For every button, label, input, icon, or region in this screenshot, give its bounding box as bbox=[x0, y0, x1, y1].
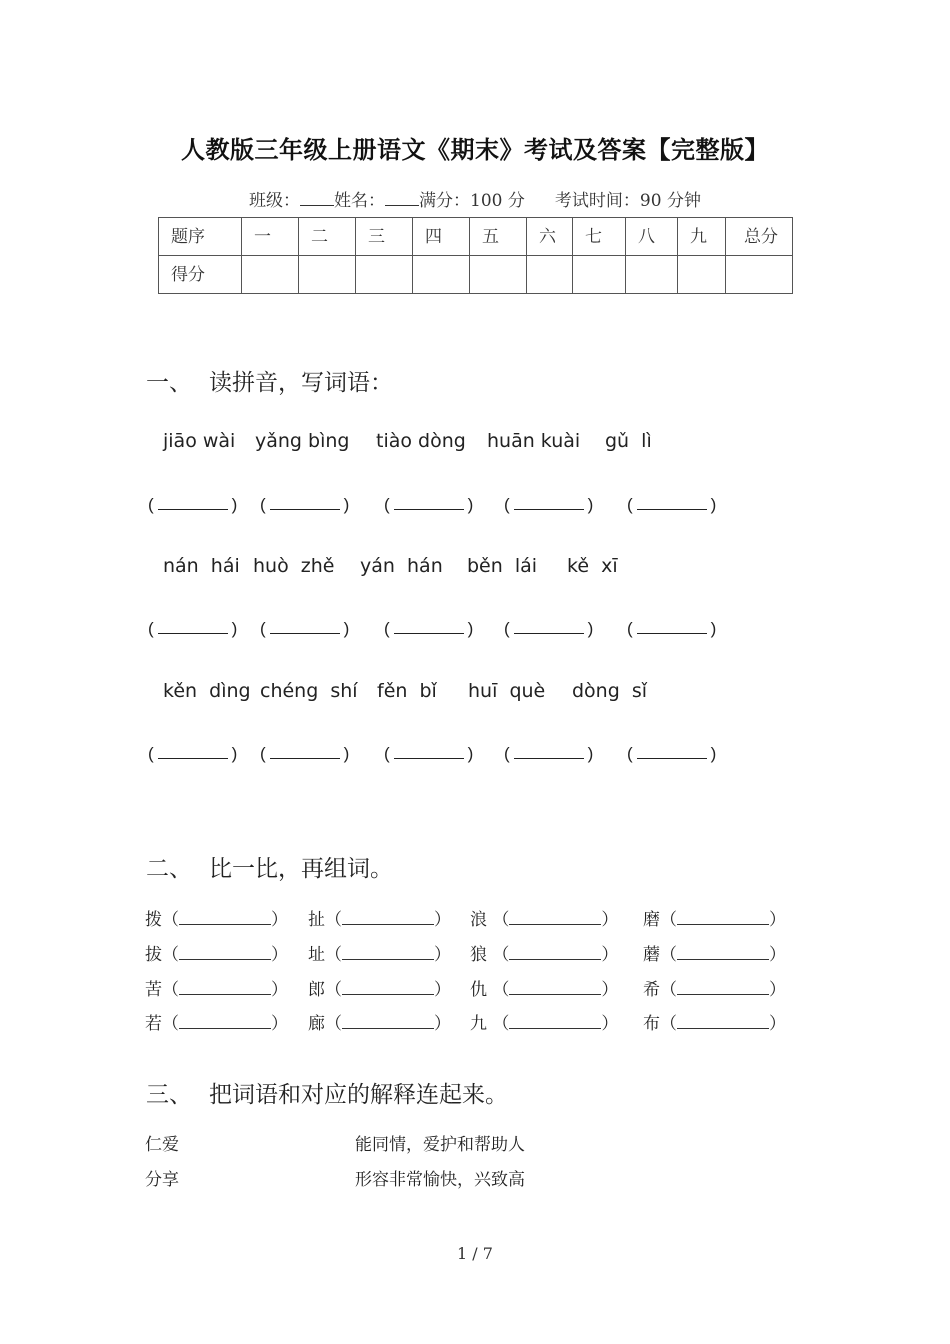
score-cell[interactable] bbox=[726, 256, 793, 294]
header-cell: 总分 bbox=[726, 218, 793, 256]
answer-blank[interactable] bbox=[677, 945, 769, 960]
answer-blank[interactable] bbox=[342, 945, 434, 960]
pinyin: kěn dìng bbox=[163, 680, 251, 702]
answer-blank[interactable] bbox=[509, 945, 601, 960]
compare-item: 九 （ ） bbox=[470, 1014, 619, 1034]
section3-number: 三、 bbox=[146, 1082, 192, 1108]
compare-char: 仇 bbox=[470, 980, 487, 1000]
score-table-header-row bbox=[159, 218, 793, 256]
score-cell[interactable] bbox=[527, 256, 573, 294]
compare-item: 仇 （ ） bbox=[470, 980, 619, 1000]
section2-title: 比一比，再组词。 bbox=[209, 856, 393, 882]
match-term[interactable]: 仁爱 bbox=[145, 1135, 179, 1155]
answer-blank[interactable] bbox=[514, 495, 584, 510]
header-cell: 七 bbox=[573, 218, 626, 256]
compare-char: 磨 bbox=[643, 910, 660, 930]
answer-blank[interactable] bbox=[158, 619, 228, 634]
compare-item: 苦（ ） bbox=[145, 980, 288, 1000]
class-label: 班级： bbox=[249, 191, 301, 211]
pinyin: dòng sǐ bbox=[572, 680, 648, 702]
header-cell: 二 bbox=[299, 218, 356, 256]
answer-blank[interactable] bbox=[514, 744, 584, 759]
pinyin: huī què bbox=[468, 680, 546, 702]
compare-char: 布 bbox=[643, 1014, 660, 1034]
compare-item: 扯（ ） bbox=[308, 910, 451, 930]
section1-title: 读拼音，写词语： bbox=[209, 370, 393, 396]
answer-blank[interactable] bbox=[179, 1014, 271, 1029]
compare-item: 郎（ ） bbox=[308, 980, 451, 1000]
row-label: 得分 bbox=[159, 256, 242, 294]
answer-blank[interactable] bbox=[509, 1014, 601, 1029]
section3-heading bbox=[146, 1076, 508, 1109]
compare-char: 狼 bbox=[470, 945, 487, 965]
pinyin: yǎng bìng bbox=[255, 430, 350, 452]
page-number: 1 / 7 bbox=[457, 1244, 493, 1263]
compare-char: 郎 bbox=[308, 980, 325, 1000]
compare-char: 扯 bbox=[308, 910, 325, 930]
compare-char: 拔 bbox=[145, 945, 162, 965]
header-cell: 题序 bbox=[159, 218, 242, 256]
compare-char: 址 bbox=[308, 945, 325, 965]
answer-blank[interactable] bbox=[509, 980, 601, 995]
answer-blank[interactable] bbox=[342, 980, 434, 995]
answer-blank[interactable] bbox=[509, 910, 601, 925]
pinyin: yán hán bbox=[360, 555, 443, 577]
pinyin: tiào dòng bbox=[376, 430, 466, 452]
header-cell: 九 bbox=[678, 218, 726, 256]
header-cell: 四 bbox=[413, 218, 470, 256]
pinyin: fěn bǐ bbox=[377, 680, 437, 702]
compare-item: 拨（ ） bbox=[145, 910, 288, 930]
compare-item: 狼 （ ） bbox=[470, 945, 619, 965]
section3-title: 把词语和对应的解释连起来。 bbox=[209, 1082, 508, 1108]
answer-blank[interactable] bbox=[158, 495, 228, 510]
name-label: 姓名： bbox=[334, 191, 386, 211]
answer-blank[interactable] bbox=[514, 619, 584, 634]
exam-info bbox=[0, 186, 950, 211]
answer-blank[interactable] bbox=[342, 910, 434, 925]
compare-char: 浪 bbox=[470, 910, 487, 930]
compare-char: 九 bbox=[470, 1014, 487, 1034]
section1-number: 一、 bbox=[146, 370, 192, 396]
compare-item: 廊（ ） bbox=[308, 1014, 451, 1034]
header-cell: 一 bbox=[242, 218, 299, 256]
score-table-row bbox=[159, 256, 793, 294]
compare-item: 布（ ） bbox=[643, 1014, 786, 1034]
compare-char: 希 bbox=[643, 980, 660, 1000]
score-cell[interactable] bbox=[356, 256, 413, 294]
header-cell: 八 bbox=[626, 218, 678, 256]
score-cell[interactable] bbox=[573, 256, 626, 294]
score-table bbox=[158, 217, 793, 294]
section1-heading bbox=[146, 364, 393, 397]
pinyin: jiāo wài bbox=[163, 430, 236, 452]
answer-blank[interactable] bbox=[394, 619, 464, 634]
document-title: 人教版三年级上册语文《期末》考试及答案【完整版】 bbox=[181, 135, 769, 164]
score-cell[interactable] bbox=[413, 256, 470, 294]
compare-char: 苦 bbox=[145, 980, 162, 1000]
answer-blank[interactable] bbox=[179, 910, 271, 925]
pinyin: běn lái bbox=[467, 555, 538, 577]
compare-char: 若 bbox=[145, 1014, 162, 1034]
pinyin: huān kuài bbox=[487, 430, 581, 452]
score-cell[interactable] bbox=[242, 256, 299, 294]
score-cell[interactable] bbox=[470, 256, 527, 294]
answer-blank[interactable] bbox=[677, 980, 769, 995]
name-blank bbox=[385, 191, 419, 206]
full-score: 满分：100 分 bbox=[419, 191, 525, 211]
class-blank bbox=[300, 191, 334, 206]
header-cell: 五 bbox=[470, 218, 527, 256]
answer-blank[interactable] bbox=[394, 495, 464, 510]
compare-item: 址（ ） bbox=[308, 945, 451, 965]
compare-item: 浪 （ ） bbox=[470, 910, 619, 930]
match-term[interactable]: 分享 bbox=[145, 1170, 179, 1190]
answer-blank[interactable] bbox=[179, 980, 271, 995]
answer-blank[interactable] bbox=[179, 945, 271, 960]
compare-item: 磨（ ） bbox=[643, 910, 786, 930]
answer-blank[interactable] bbox=[342, 1014, 434, 1029]
answer-blank[interactable] bbox=[270, 744, 340, 759]
compare-item: 蘑（ ） bbox=[643, 945, 786, 965]
answer-blank[interactable] bbox=[270, 619, 340, 634]
compare-item: 希（ ） bbox=[643, 980, 786, 1000]
answer-blank[interactable] bbox=[158, 744, 228, 759]
compare-item: 拔（ ） bbox=[145, 945, 288, 965]
pinyin: gǔ lì bbox=[605, 430, 652, 452]
answer-blank[interactable] bbox=[637, 495, 707, 510]
compare-char: 廊 bbox=[308, 1014, 325, 1034]
pinyin: nán hái bbox=[163, 555, 240, 577]
answer-blank[interactable] bbox=[394, 744, 464, 759]
score-cell[interactable] bbox=[299, 256, 356, 294]
exam-time: 考试时间：90 分钟 bbox=[554, 191, 701, 211]
match-definition[interactable]: 形容非常愉快，兴致高 bbox=[355, 1170, 525, 1190]
pinyin: chéng shí bbox=[260, 680, 358, 702]
compare-char: 拨 bbox=[145, 910, 162, 930]
pinyin: huò zhě bbox=[253, 555, 335, 577]
score-cell[interactable] bbox=[678, 256, 726, 294]
answer-blank[interactable] bbox=[677, 1014, 769, 1029]
score-cell[interactable] bbox=[626, 256, 678, 294]
answer-blank[interactable] bbox=[270, 495, 340, 510]
header-cell: 三 bbox=[356, 218, 413, 256]
answer-blank[interactable] bbox=[637, 744, 707, 759]
compare-char: 蘑 bbox=[643, 945, 660, 965]
answer-blank[interactable] bbox=[677, 910, 769, 925]
section2-number: 二、 bbox=[146, 856, 192, 882]
header-cell: 六 bbox=[527, 218, 573, 256]
answer-blank[interactable] bbox=[637, 619, 707, 634]
match-definition[interactable]: 能同情，爱护和帮助人 bbox=[355, 1135, 525, 1155]
compare-item: 若（ ） bbox=[145, 1014, 288, 1034]
pinyin: kě xī bbox=[567, 555, 618, 577]
section2-heading bbox=[146, 850, 393, 883]
